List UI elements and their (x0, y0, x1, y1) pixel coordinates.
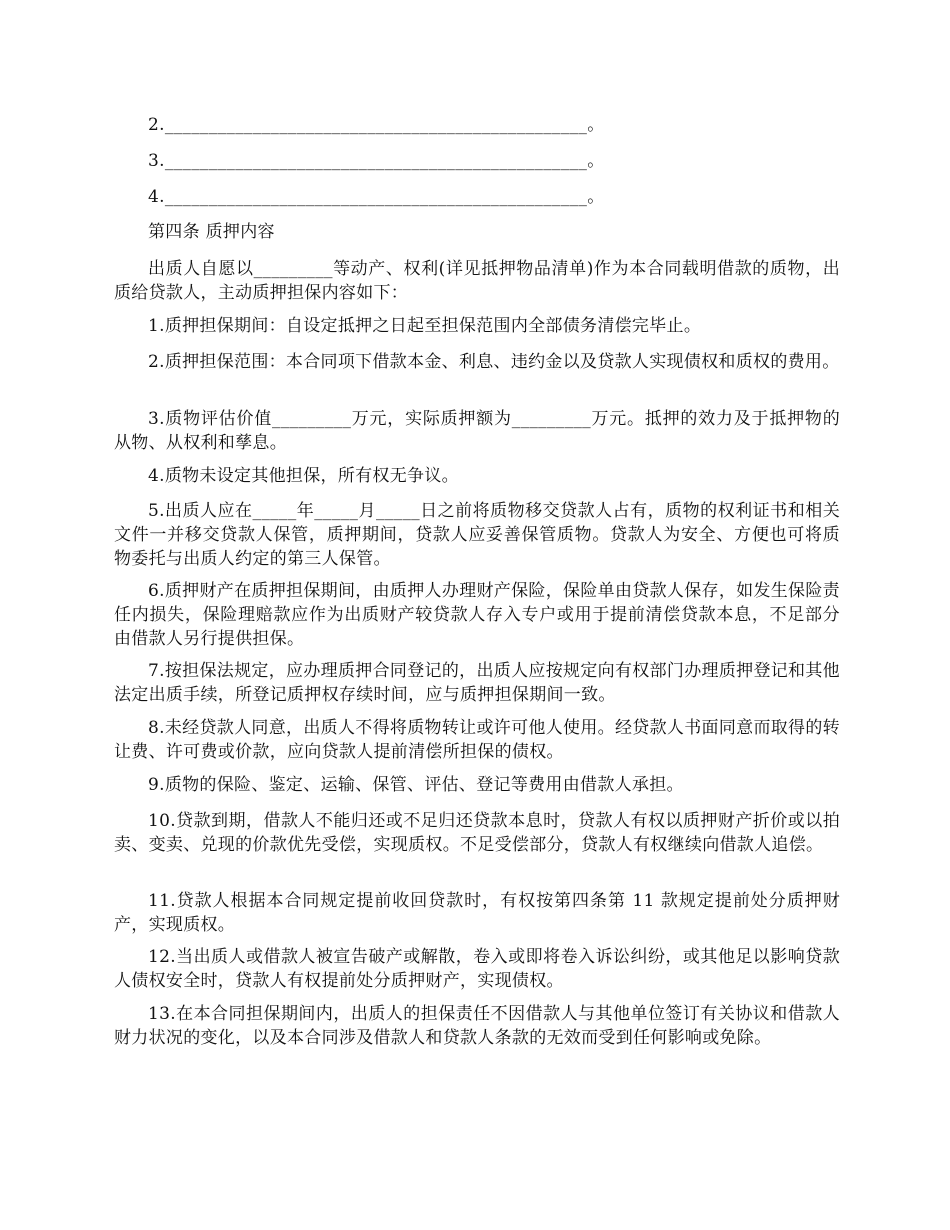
clause-3: 3.质物评估价值_________万元，实际质押额为_________万元。抵押的效力及于抵押物的从物、从权利和孳息。 (114, 409, 840, 453)
clause-5: 5.出质人应在_____年_____月_____日之前将质物移交贷款人占有，质物的权利证书和相关文件一并移交贷款人保管，质押期间，贷款人应妥善保管质物。贷款人为安全、方便也可将质物委托与出质人约定的第三人保管。 (114, 501, 840, 569)
clause-12: 12.当出质人或借款人被宣告破产或解散，卷入或即将卷入诉讼纠纷，或其他足以影响贷款人债权安全时，贷款人有权提前处分质押财产，实现债权。 (114, 947, 840, 991)
clause-10: 10.贷款到期，借款人不能归还或不足归还贷款本息时，贷款人有权以质押财产折价或以拍卖、变卖、兑现的价款优先受偿，实现质权。不足受偿部分，贷款人有权继续向借款人追偿。 (114, 811, 840, 855)
blank-item-2: 2.________________________________________________。 (148, 115, 605, 135)
clause-6: 6.质押财产在质押担保期间，由质押人办理财产保险，保险单由贷款人保存，如发生保险责任内损失，保险理赔款应作为出质财产较贷款人存入专户或用于提前清偿贷款本息，不足部分由借款人另行提供担保。 (114, 581, 840, 649)
clause-1: 1.质押担保期间：自设定抵押之日起至担保范围内全部债务清偿完毕止。 (148, 316, 702, 336)
section-heading: 第四条 质押内容 (148, 222, 275, 242)
intro-paragraph: 出质人自愿以_________等动产、权利(详见抵押物品清单)作为本合同载明借款的质物，出质给贷款人，主动质押担保内容如下： (114, 259, 840, 303)
blank-item-4: 4.________________________________________________。 (148, 187, 605, 207)
clause-2: 2.质押担保范围：本合同项下借款本金、利息、违约金以及贷款人实现债权和质权的费用。 (148, 352, 840, 372)
clause-11: 11.贷款人根据本合同规定提前收回贷款时，有权按第四条第 11 款规定提前处分质押财产，实现质权。 (114, 891, 840, 935)
clause-8: 8.未经贷款人同意，出质人不得将质物转让或许可他人使用。经贷款人书面同意而取得的转让费、许可费或价款，应向贷款人提前清偿所担保的债权。 (114, 718, 840, 762)
clause-7: 7.按担保法规定，应办理质押合同登记的，出质人应按规定向有权部门办理质押登记和其他法定出质手续，所登记质押权存续时间，应与质押担保期间一致。 (114, 661, 840, 705)
clause-13: 13.在本合同担保期间内，出质人的担保责任不因借款人与其他单位签订有关协议和借款人财力状况的变化，以及本合同涉及借款人和贷款人条款的无效而受到任何影响或免除。 (114, 1004, 840, 1048)
clause-4: 4.质物未设定其他担保，所有权无争议。 (148, 466, 459, 486)
clause-9: 9.质物的保险、鉴定、运输、保管、评估、登记等费用由借款人承担。 (148, 775, 684, 795)
blank-item-3: 3.________________________________________________。 (148, 151, 605, 171)
